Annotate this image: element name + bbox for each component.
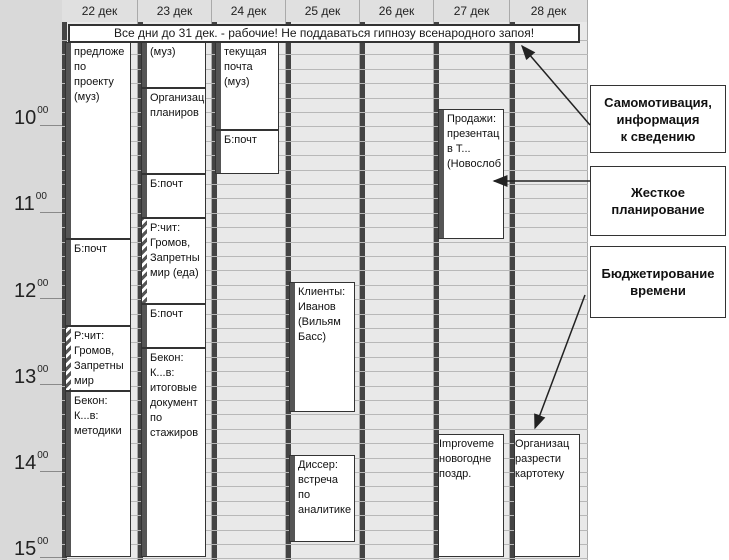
hour-label (14, 193, 47, 216)
calendar-event[interactable] (514, 434, 580, 557)
day-header-2[interactable]: 23 дек (138, 0, 212, 22)
event-status-bar (65, 239, 71, 326)
event-status-bar (141, 304, 147, 348)
day-header-row (62, 0, 588, 23)
minute-value: 00 (37, 278, 49, 289)
minute-value: 00 (37, 450, 49, 461)
calendar-event[interactable] (438, 434, 504, 557)
callout-hard-planning (590, 166, 726, 236)
hour-value: 11 (14, 193, 35, 215)
hour-value: 12 (14, 280, 37, 302)
callout-time-budgeting (590, 246, 726, 318)
calendar-event[interactable] (141, 88, 206, 174)
callout-text: Жесткое планирование (611, 185, 705, 217)
grid-line (62, 558, 588, 559)
event-status-bar (141, 42, 147, 88)
event-title: Организац разрести картотеку (515, 438, 570, 480)
calendar-event[interactable] (141, 174, 206, 218)
event-title: Продажи: презентац в Т... (Новослоб (447, 113, 502, 170)
event-title: Б:почт (150, 308, 183, 320)
event-title: Б:почт (224, 134, 257, 146)
hour-value: 14 (14, 452, 37, 474)
day-header-3[interactable]: 24 дек (212, 0, 286, 22)
day-column-stripe (360, 22, 365, 560)
calendar-event[interactable] (65, 326, 131, 391)
event-status-bar (215, 42, 221, 130)
day-header-4[interactable]: 25 дек (286, 0, 360, 22)
calendar-event[interactable] (65, 42, 131, 239)
event-status-bar (141, 88, 147, 174)
event-title: текущая почта (муз) (224, 46, 267, 88)
event-status-bar (65, 42, 71, 239)
calendar-event[interactable] (141, 304, 206, 348)
day-header-5[interactable]: 26 дек (360, 0, 434, 22)
hour-label (14, 107, 48, 130)
minute-value: 00 (37, 105, 49, 116)
event-title: Б:почт (74, 243, 107, 255)
minute-value: 00 (37, 536, 49, 547)
calendar-event[interactable] (65, 239, 131, 326)
event-status-bar (289, 455, 295, 542)
event-title: Клиенты: Иванов (Вильям Басс) (298, 286, 346, 343)
calendar-event[interactable] (141, 218, 206, 304)
day-column[interactable] (360, 22, 434, 560)
event-status-bar (438, 109, 444, 239)
calendar-event[interactable] (141, 348, 206, 557)
calendar-event[interactable] (65, 391, 131, 557)
event-status-bar (141, 218, 147, 304)
hour-label (14, 366, 48, 389)
callout-text: Бюджетирование времени (601, 266, 715, 298)
event-title: предложе по проекту (муз) (74, 46, 125, 103)
event-status-bar (65, 391, 71, 557)
hour-value: 13 (14, 366, 37, 388)
day-header-7[interactable]: 28 дек (510, 0, 588, 22)
event-title: (муз) (150, 46, 176, 58)
event-status-bar (289, 282, 295, 412)
minute-value: 00 (35, 191, 47, 202)
calendar-event[interactable] (289, 455, 355, 542)
day-header-6[interactable]: 27 дек (434, 0, 510, 22)
hour-label (14, 452, 48, 475)
event-title: Б:почт (150, 178, 183, 190)
hour-label (14, 280, 48, 303)
all-day-banner[interactable]: Все дни до 31 дек. - рабочие! Не поддаваться гипнозу всенародного запоя! (68, 24, 580, 43)
event-status-bar (215, 130, 221, 174)
hour-value: 10 (14, 107, 37, 129)
calendar-event[interactable] (438, 109, 504, 239)
event-status-bar (141, 348, 147, 557)
event-title: Организац планиров (150, 92, 205, 119)
event-title: Improveme новогодне поздр. (439, 438, 495, 480)
event-status-bar (65, 326, 71, 391)
event-title: Р:чит: Громов, Запретны мир (еда) (150, 222, 200, 279)
hour-value: 15 (14, 538, 37, 560)
calendar-event[interactable] (289, 282, 355, 412)
event-title: Р:чит: Громов, Запретны мир (74, 330, 124, 387)
event-title: Диссер: встреча по аналитике (298, 459, 352, 516)
hour-label (14, 538, 48, 560)
callout-self-motivation (590, 85, 726, 153)
calendar-event[interactable] (215, 42, 279, 130)
callout-text: Самомотивация, информация к сведению (604, 95, 712, 144)
event-title: Бекон: К...в: итоговые документ по стажиров (150, 352, 199, 439)
calendar-event[interactable] (215, 130, 279, 174)
day-header-1[interactable]: 22 дек (62, 0, 138, 22)
event-title: Бекон: К...в: методики (74, 395, 122, 437)
calendar-event[interactable] (141, 42, 206, 88)
event-status-bar (141, 174, 147, 218)
minute-value: 00 (37, 364, 49, 375)
